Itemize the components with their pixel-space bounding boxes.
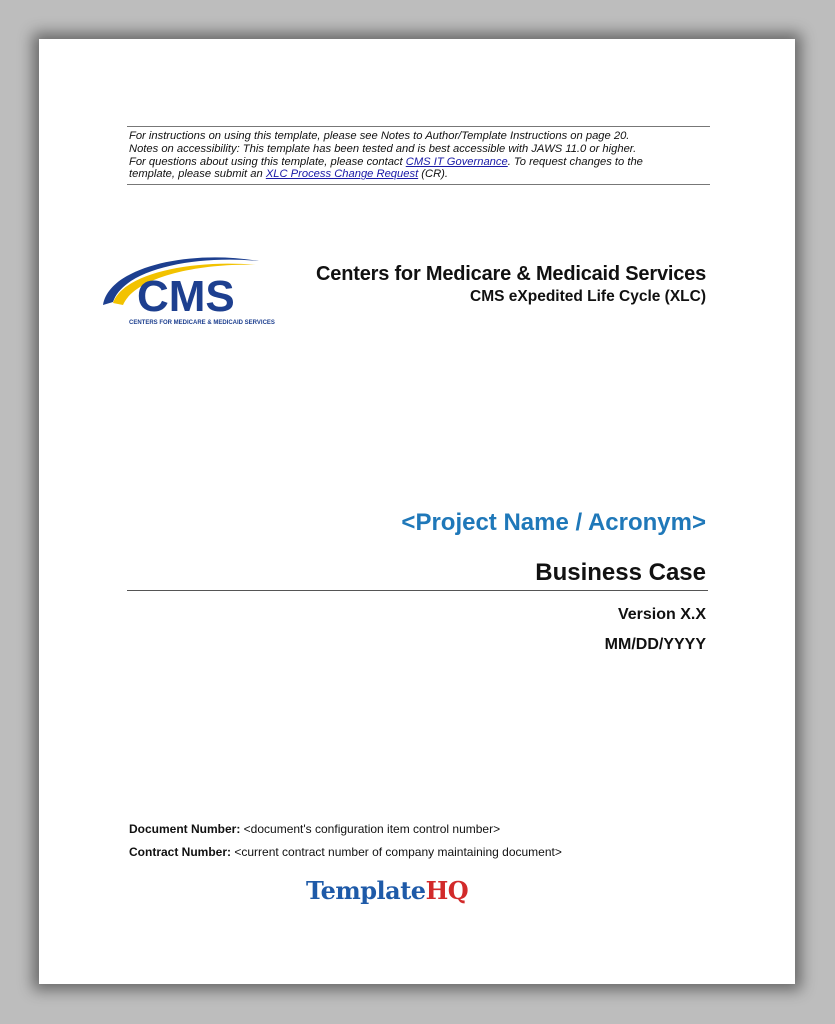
text: For questions about using this template, please contact	[129, 155, 406, 168]
document-number	[129, 822, 500, 836]
templatehq-watermark	[306, 876, 468, 905]
project-name: <Project Name / Acronym>	[401, 509, 706, 536]
questions-line	[129, 156, 710, 169]
text: . To request changes to the	[507, 155, 643, 168]
change-request-line	[129, 168, 710, 181]
divider	[127, 590, 708, 591]
text: (CR).	[418, 168, 448, 181]
value: <current contract number of company maintaining document>	[231, 845, 562, 859]
accessibility-line: Notes on accessibility: This template has been tested and is best accessible with JAWS 11.0 or higher.	[129, 142, 637, 155]
text: Template	[306, 876, 426, 905]
org-header	[316, 263, 706, 306]
version: Version X.X	[617, 606, 706, 623]
document-page	[39, 39, 795, 984]
text: HQ	[425, 876, 469, 905]
value: <document's configuration item control number>	[240, 822, 501, 836]
org-subtitle: CMS eXpedited Life Cycle (XLC)	[470, 288, 706, 305]
document-date: MM/DD/YYYY	[604, 636, 706, 653]
template-instructions-box	[127, 126, 710, 185]
svg-text:CMS: CMS	[137, 272, 235, 321]
svg-text:CENTERS FOR MEDICARE & MEDICAI: CENTERS FOR MEDICARE & MEDICAID SERVICES	[129, 320, 275, 326]
label: Contract Number:	[129, 845, 232, 859]
document-type: Business Case	[535, 559, 706, 586]
contract-number	[129, 845, 562, 859]
xlc-change-request-link[interactable]: XLC Process Change Request	[265, 168, 419, 181]
cms-it-governance-link[interactable]: CMS IT Governance	[405, 155, 508, 168]
text: template, please submit an	[129, 168, 266, 181]
instructions-line: For instructions on using this template, please see Notes to Author/Template Instructions on page 20.	[129, 130, 630, 142]
label: Document Number:	[129, 822, 241, 836]
cms-logo	[99, 247, 289, 327]
org-name: Centers for Medicare & Medicaid Services	[316, 263, 706, 285]
